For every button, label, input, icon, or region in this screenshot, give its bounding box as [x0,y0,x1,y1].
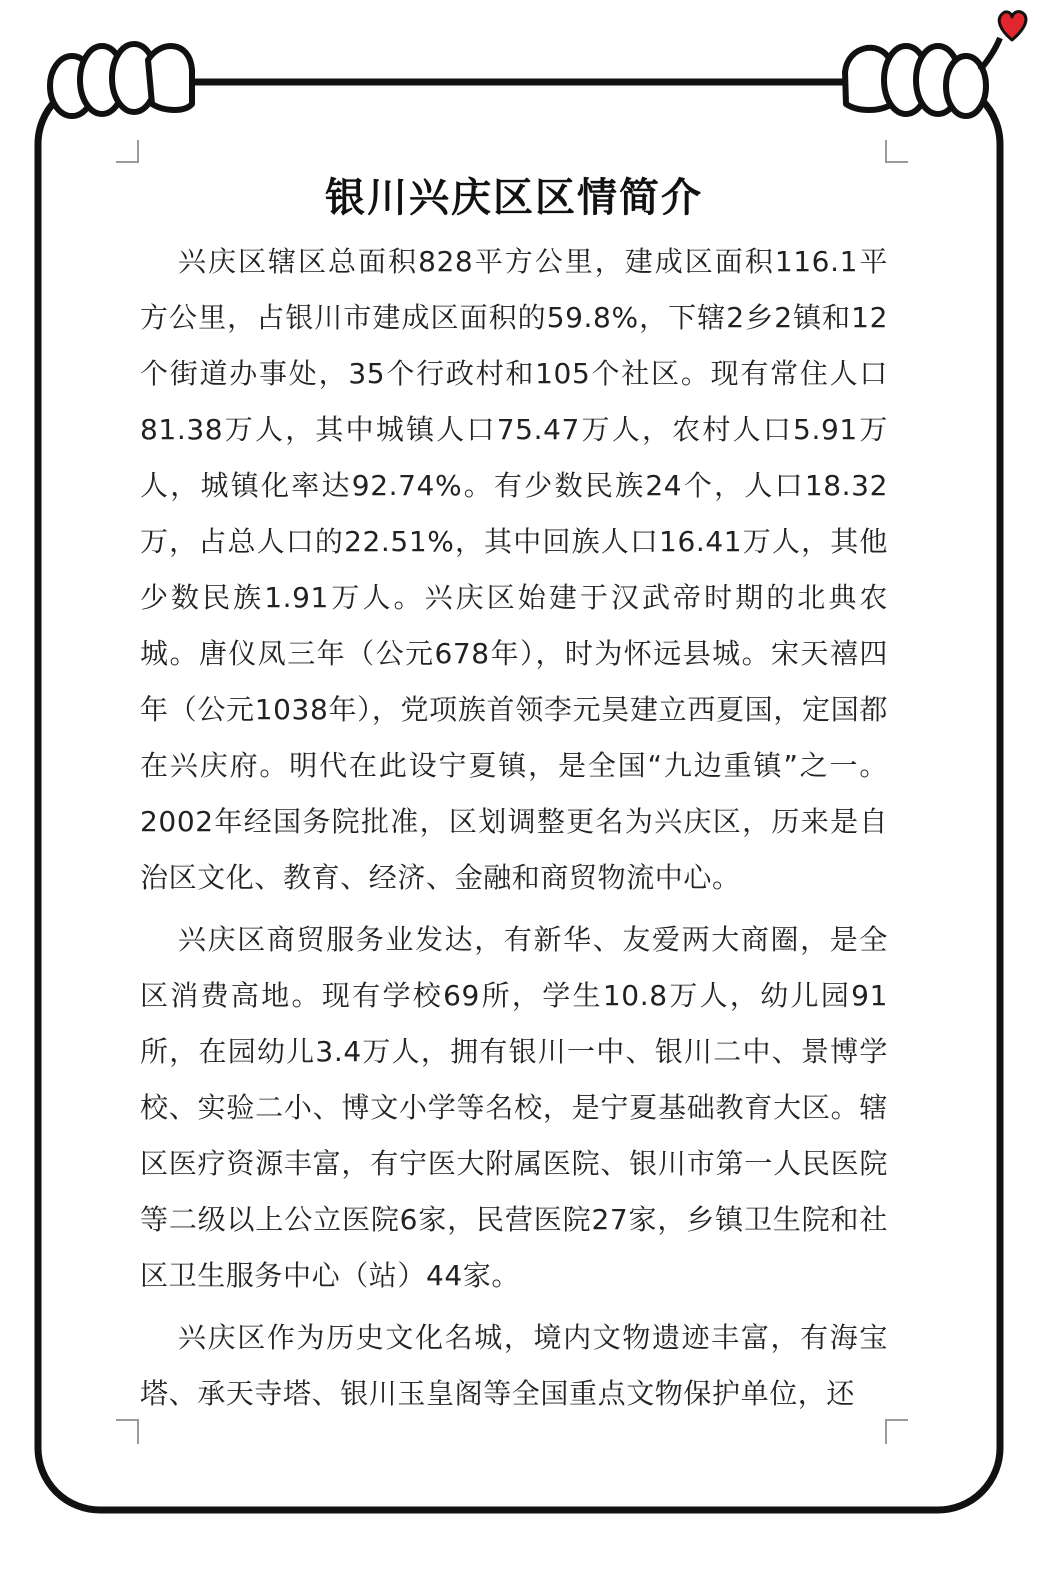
right-hand-icon [845,38,1000,116]
paragraph-culture: 兴庆区作为历史文化名城，境内文物遗迹丰富，有海宝塔、承天寺塔、银川玉皇阁等全国重点文物保护单位，还 [140,1321,888,1410]
paragraph-overview: 兴庆区辖区总面积828平方公里，建成区面积116.1平方公里，占银川市建成区面积的59.8%，下辖2乡2镇和12个街道办事处，35个行政村和105个社区。现有常住人口81.38万人，其中城镇人口75.47万人，农村人口5.91万人，城镇化率达92.74%。有少数民族24个，人口18.32万，占总人口的22.51%，其中回族人口16.41万人，其他少数民族1.91万人。兴庆区始建于汉武帝时期的北典农城。唐仪凤三年（公元678年），时为怀远县城。宋天禧四年（公元1038年），党项族首领李元昊建立西夏国，定国都在兴庆府。明代在此设宁夏镇，是全国“九边重镇”之一。2002年经国务院批准，区划调整更名为兴庆区，历来是自治区文化、教育、经济、金融和商贸物流中心。 [140,245,888,894]
left-hand-icon [50,44,192,116]
page-title: 银川兴庆区区情简介 [325,175,703,221]
paragraph-commerce: 兴庆区商贸服务业发达，有新华、友爱两大商圈，是全区消费高地。现有学校69所，学生10.8万人，幼儿园91所，在园幼儿3.4万人，拥有银川一中、银川二中、景博学校、实验二小、博文小学等名校，是宁夏基础教育大区。辖区医疗资源丰富，有宁医大附属医院、银川市第一人民医院等二级以上公立医院6家，民营医院27家，乡镇卫生院和社区卫生服务中心（站）44家。 [140,923,888,1292]
heart-icon [999,12,1026,40]
document-body [140,168,888,1418]
